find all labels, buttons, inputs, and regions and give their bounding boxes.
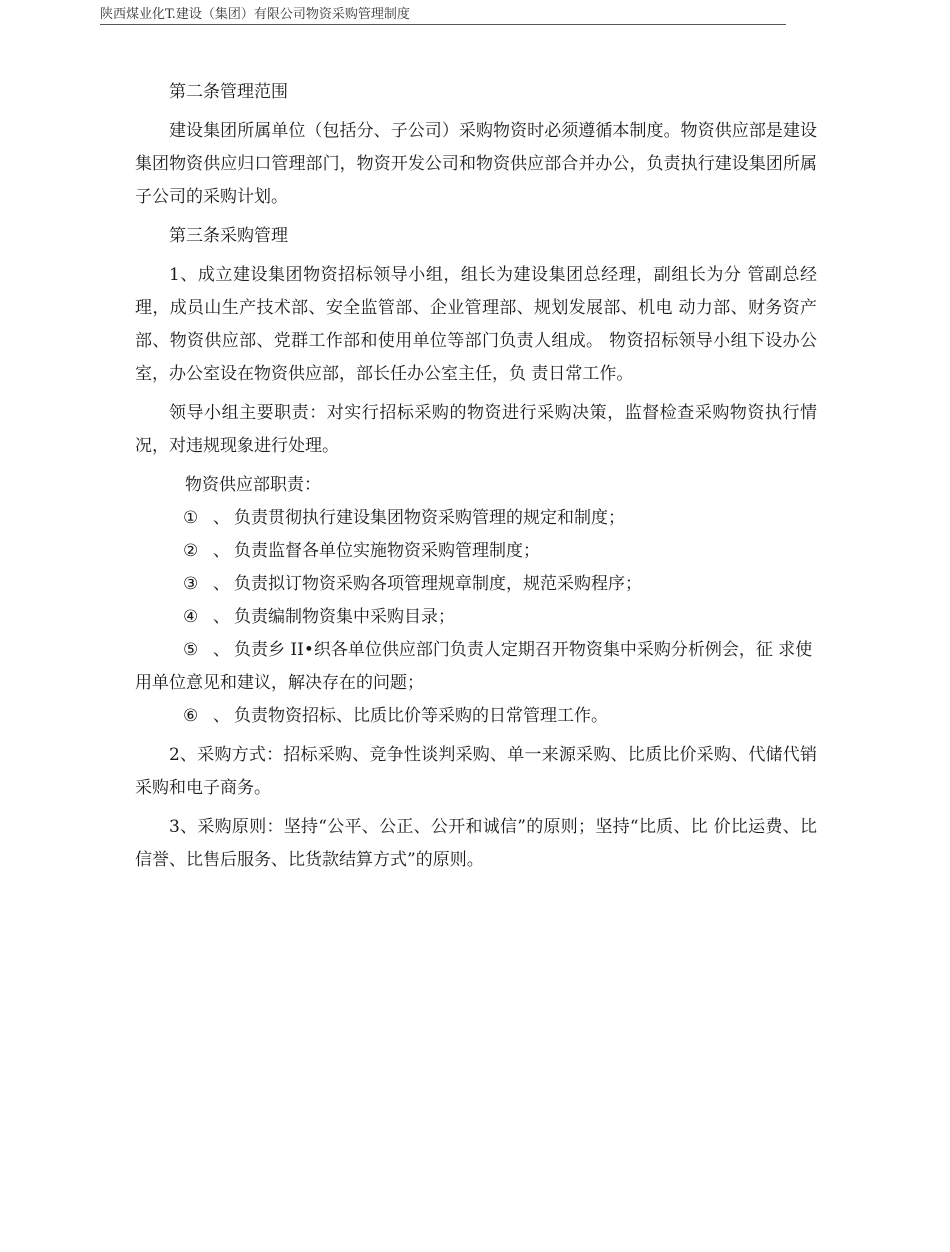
duty-separator: 、 [213, 508, 230, 528]
page-header [100, 6, 786, 25]
document-body [135, 76, 817, 877]
duty-text: 负责拟订物资采购各项管理规章制度，规范采购程序； [234, 574, 642, 594]
supply-dept-duties-list [135, 502, 817, 733]
duty-number: ⑥ [183, 706, 199, 726]
duty-item [135, 601, 817, 634]
duty-item [135, 502, 817, 535]
article-3-item-3: 3、采购原则：坚持“公平、公正、公开和诚信”的原则；坚持“比质、比 价比运费、比信誉、比售后服务、比货款结算方式”的原则。 [135, 817, 817, 870]
article-3-title: 第三条采购管理 [169, 226, 288, 246]
duty-number: ③ [183, 574, 199, 594]
article-3-item-2: 2、采购方式：招标采购、竞争性谈判采购、单一来源采购、比质比价采购、代储代销采购和电子商务。 [135, 745, 817, 798]
duty-item [135, 700, 817, 733]
duty-number: ④ [183, 607, 199, 627]
supply-dept-duties-title: 物资供应部职责： [185, 475, 321, 495]
leader-group-duties: 领导小组主要职责：对实行招标采购的物资进行采购决策，监督检查采购物资执行情况，对违规现象进行处理。 [135, 403, 817, 456]
duty-number: ① [183, 508, 199, 528]
duty-separator: 、 [213, 640, 230, 660]
duty-number: ⑤ [183, 640, 199, 660]
header-title: 陕西煤业化T.建设（集团）有限公司物资采购管理制度 [100, 7, 410, 22]
article-3-item-1: 1、成立建设集团物资招标领导小组，组长为建设集团总经理，副组长为分 管副总经理，成员山生产技术部、安全监管部、企业管理部、规划发展部、机电 动力部、财务资产部、物资供应部、党群工作部和使用单位等部门负责人组成。 物资招标领导小组下设办公室，办公室设在物资供应部，部长任办公室主任，负 责日常工作。 [135, 265, 817, 384]
duty-item [135, 535, 817, 568]
duty-item [135, 634, 817, 700]
article-2-body: 建设集团所属单位（包括分、子公司）采购物资时必须遵循本制度。物资供应部是建设集团物资供应归口管理部门，物资开发公司和物资供应部合并办公，负责执行建设集团所属子公司的采购计划。 [135, 121, 817, 207]
duty-separator: 、 [213, 607, 230, 627]
duty-text: 负责物资招标、比质比价等采购的日常管理工作。 [234, 706, 608, 726]
duty-text: 负责监督各单位实施物资采购管理制度； [234, 541, 540, 561]
duty-text: 负责编制物资集中采购目录； [234, 607, 455, 627]
duty-separator: 、 [213, 574, 230, 594]
article-2-title: 第二条管理范围 [169, 82, 288, 102]
duty-separator: 、 [213, 541, 230, 561]
duty-item [135, 568, 817, 601]
duty-text: 负责贯彻执行建设集团物资采购管理的规定和制度； [234, 508, 625, 528]
duty-text: 负责乡 II•织各单位供应部门负责人定期召开物资集中采购分析例会，征 求使用单位意见和建议，解决存在的问题； [135, 640, 813, 693]
duty-number: ② [183, 541, 199, 561]
duty-separator: 、 [213, 706, 230, 726]
